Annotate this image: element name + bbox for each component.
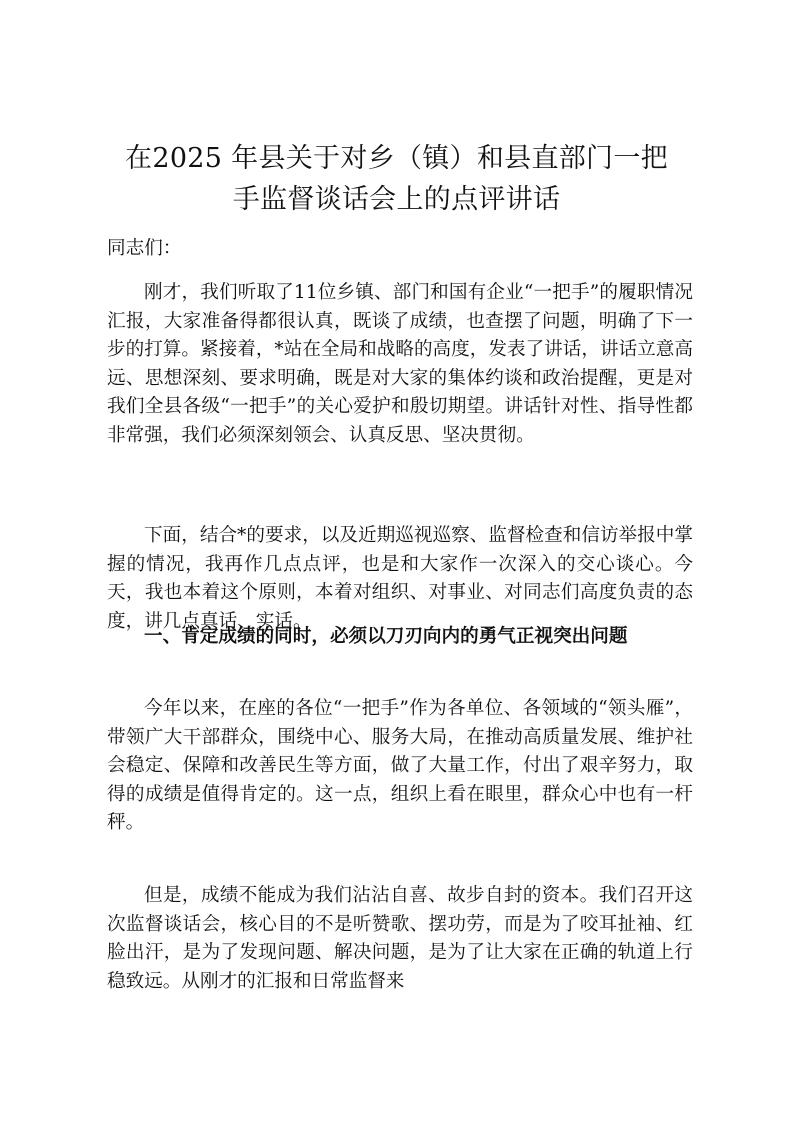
section-heading-1: 一、肯定成绩的同时，必须以刀刃向内的勇气正视突出问题 (144, 626, 628, 647)
section-1-paragraph-2: 但是，成绩不能成为我们沾沾自喜、故步自封的资本。我们召开这次监督谈话会，核心目的不是听赞歌、摆功劳，而是为了咬耳扯袖、红脸出汗，是为了发现问题、解决问题，是为了让大家在正确的轨道上行稳致远。从刚才的汇报和日常监督来 (107, 885, 693, 992)
document-title (100, 138, 693, 220)
title-line-1: 在2025 年县关于对乡（镇）和县直部门一把 (125, 143, 668, 174)
title-line-2: 手监督谈话会上的点评讲话 (232, 184, 561, 215)
section-1-paragraph-1: 今年以来，在座的各位“一把手”作为各单位、各领域的“领头雁”，带领广大干部群众，围绕中心、服务大局，在推动高质量发展、维护社会稳定、保障和改善民生等方面，做了大量工作，付出了艰辛努力，取得的成绩是值得肯定的。这一点，组织上看在眼里，群众心中也有一杆秤。 (107, 698, 693, 834)
salutation: 同志们： (107, 238, 182, 259)
body-paragraph-2: 下面，结合*的要求，以及近期巡视巡察、监督检查和信访举报中掌握的情况，我再作几点点评，也是和大家作一次深入的交心谈心。今天，我也本着这个原则，本着对组织、对事业、对同志们高度负责的态度，讲几点真话、实话。 (107, 525, 693, 632)
body-paragraph-1: 刚才，我们听取了11位乡镇、部门和国有企业“一把手”的履职情况汇报，大家准备得都很认真，既谈了成绩，也查摆了问题，明确了下一步的打算。紧接着，*站在全局和战略的高度，发表了讲话，讲话立意高远、思想深刻、要求明确，既是对大家的集体约谈和政治提醒，更是对我们全县各级“一把手”的关心爱护和殷切期望。讲话针对性、指导性都非常强，我们必须深刻领会、认真反思、坚决贯彻。 (107, 282, 693, 446)
